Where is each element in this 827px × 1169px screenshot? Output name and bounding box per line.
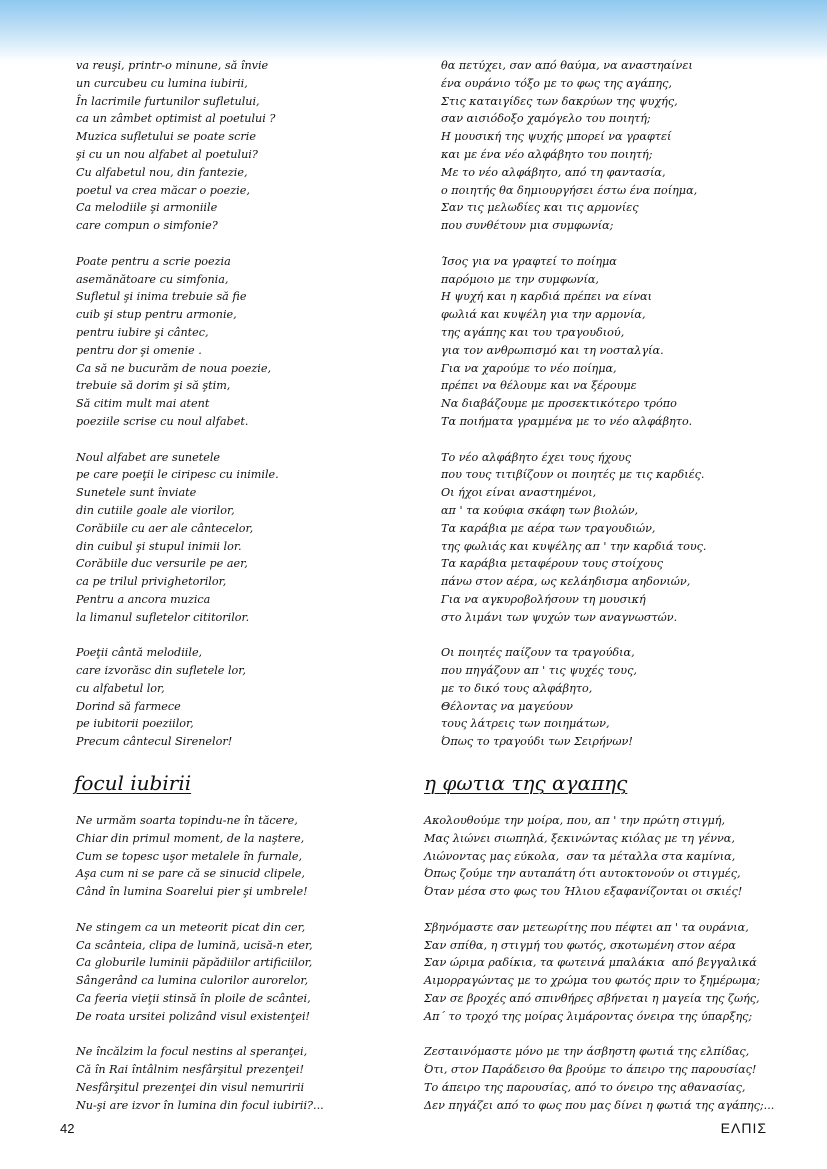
poem-line: Σαν τις μελωδίες και τις αρμονίες — [441, 201, 639, 215]
stanza — [76, 1043, 324, 1114]
poem-line: Ίσος για να γραφτεί το ποίημα — [441, 254, 617, 268]
poem-line: Nu-şi are izvor în lumina din focul iubirii?... — [76, 1098, 324, 1112]
poem-line: Ca să ne bucurăm de noua poezie, — [76, 361, 272, 375]
poem-line: τους λάτρεις των ποιημάτων, — [441, 717, 610, 731]
poem-line: Όπως το τραγούδι των Σειρήνων! — [441, 735, 633, 749]
poem1-greek-column — [441, 57, 706, 751]
poem-line: Δεν πηγάζει από το φως που μας δίνει η φωτιά της αγάπης;... — [424, 1098, 775, 1112]
poem-line: care compun o simfonie? — [76, 219, 218, 233]
poem-line: Ca feeria vieţii stinsă în ploile de scântei, — [76, 991, 311, 1005]
poem-line: παρόμοιο με την συμφωνία, — [441, 272, 599, 286]
poem-line: ca pe trilul privighetorilor, — [76, 575, 227, 589]
header-gradient-band — [0, 0, 827, 62]
poem-line: και με ένα νέο αλφάβητο του ποιητή; — [441, 147, 653, 161]
poem-line: Στις καταιγίδες των δακρύων της ψυχής, — [441, 94, 678, 108]
poem-line: Când în lumina Soarelui pier şi umbrele! — [76, 885, 308, 899]
poem-line: Ότι, στον Παράδεισο θα βρούμε το άπειρο της παρουσίας! — [424, 1063, 757, 1077]
poem-line: va reuşi, printr-o minune, să învie — [76, 59, 269, 72]
poem-line: Ζεσταινόμαστε μόνο με την άσβηστη φωτιά της ελπίδας, — [424, 1045, 750, 1059]
stanza — [441, 644, 706, 751]
poem-line: πρέπει να θέλουμε και να ξέρουμε — [441, 379, 637, 393]
poem-line: που συνθέτουν μια συμφωνία; — [441, 219, 614, 233]
stanza — [424, 919, 774, 1026]
poem-line: Cu alfabetul nou, din fantezie, — [76, 165, 248, 179]
poem-line: Για να αγκυροβολήσουν τη μουσική — [441, 592, 646, 606]
poem-line: φωλιά και κυψέλη για την αρμονία, — [441, 308, 646, 322]
poem-line: trebuie să dorim şi să ştim, — [76, 379, 231, 393]
poem-line: Όπως ζούμε την αυταπάτη ότι αυτοκτονούν οι στιγμές, — [424, 867, 741, 881]
magazine-name: ΕΛΠΙΣ — [720, 1120, 767, 1136]
stanza — [76, 253, 279, 431]
poem-line: με το δικό τους αλφάβητο, — [441, 681, 593, 695]
poem-line: şi cu un nou alfabet al poetului? — [76, 147, 258, 161]
poem-line: care izvorăsc din sufletele lor, — [76, 664, 246, 678]
poem2-greek-column — [424, 812, 774, 1115]
poem-line: ένα ουράνιο τόξο με το φως της αγάπης, — [441, 76, 672, 90]
poem-line: Τα ποιήματα γραμμένα με το νέο αλφάβητο. — [441, 414, 693, 428]
poem-line: της αγάπης και του τραγουδιού, — [441, 325, 625, 339]
poem-line: απ ' τα κούφια σκάφη των βιολών, — [441, 503, 639, 517]
poem-line: Sunetele sunt înviate — [76, 486, 197, 500]
stanza — [76, 812, 324, 901]
poem-line: πάνω στον αέρα, ως κελάηδισμα αηδονιών, — [441, 575, 691, 589]
poem-line: Λιώνοντας μας εύκολα, σαν τα μέταλλα στα καμίνια, — [424, 849, 736, 863]
stanza — [76, 449, 279, 627]
stanza — [76, 644, 279, 751]
poem-line: la limanul sufletelor cititorilor. — [76, 610, 250, 624]
stanza — [76, 919, 324, 1026]
poem-line: Ne încălzim la focul nestins al speranţei, — [76, 1045, 308, 1059]
poem-line: poetul va crea măcar o poezie, — [76, 183, 250, 197]
poem-line: Sângerând ca lumina culorilor aurorelor, — [76, 974, 308, 988]
poem-line: Η ψυχή και η καρδιά πρέπει να είναι — [441, 290, 652, 304]
stanza — [424, 812, 774, 901]
poem-line: Σβηνόμαστε σαν μετεωρίτης που πέφτει απ ' τα ουράνια, — [424, 920, 749, 934]
poem-line: Dorind să farmece — [76, 699, 181, 713]
stanza — [441, 449, 706, 627]
poem-line: Muzica sufletului se poate scrie — [76, 130, 256, 144]
poem-line: Ne urmăm soarta topindu-ne în tăcere, — [76, 814, 298, 827]
stanza — [424, 1043, 774, 1114]
poem-line: Ca scânteia, clipa de lumină, ucisă-n eter, — [76, 938, 313, 952]
poem-line: Ne stingem ca un meteorit picat din cer, — [76, 920, 306, 934]
poem-line: din cuibul şi stupul inimii lor. — [76, 539, 242, 553]
poem-line: De roata ursitei polizând visul existenţei! — [76, 1009, 311, 1023]
poem-line: Pentru a ancora muzica — [76, 592, 211, 606]
poem-line: Σαν σπίθα, η στιγμή του φωτός, σκοτωμένη στον αέρα — [424, 938, 736, 952]
poem-line: που τους τιτιβίζουν οι ποιητές με τις καρδιές. — [441, 468, 705, 482]
poem-line: poeziile scrise cu noul alfabet. — [76, 414, 249, 428]
poem-line: Απ΄ το τροχό της μοίρας λιμάροντας όνειρα της ύπαρξης; — [424, 1009, 753, 1023]
stanza — [76, 57, 279, 235]
poem-line: pe care poeţii le ciripesc cu inimile. — [76, 468, 279, 482]
poem-line: Όταν μέσα στο φως του Ήλιου εξαφανίζονται οι σκιές! — [424, 885, 743, 899]
poem-line: Να διαβάζουμε με προσεκτικότερο τρόπο — [441, 397, 677, 411]
poem-line: Τα καράβια με αέρα των τραγουδιών, — [441, 521, 656, 535]
poem-line: Για να χαρούμε το νέο ποίημα, — [441, 361, 617, 375]
poem1-romanian-column — [76, 57, 279, 751]
poem-line: Noul alfabet are sunetele — [76, 450, 221, 464]
poem-line: Σαν σε βροχές από σπινθήρες σβήνεται η μαγεία της ζωής, — [424, 991, 760, 1005]
poem-line: Το άπειρο της παρουσίας, από το όνειρο της αθανασίας, — [424, 1080, 746, 1094]
poem-line: Nesfârşitul prezenţei din visul nemuririi — [76, 1080, 305, 1094]
poem-line: Poate pentru a scrie poezia — [76, 254, 231, 268]
poem-line: cu alfabetul lor, — [76, 681, 165, 695]
poem-line: Că în Rai întâlnim nesfârşitul prezenţei! — [76, 1063, 305, 1077]
poem-line: Σαν ώριμα ραδίκια, τα φωτεινά μπαλάκια από βεγγαλικά — [424, 956, 757, 970]
poem-line: Η μουσική της ψυχής μπορεί να γραφτεί — [441, 130, 672, 144]
poem-line: Aşa cum ni se pare că se sinucid clipele, — [76, 867, 305, 881]
poem-line: Μας λιώνει σιωπηλά, ξεκινώντας κιόλας με τη γέννα, — [424, 831, 735, 845]
poem2-romanian-column — [76, 812, 324, 1115]
poem-line: Corăbiile cu aer ale cântecelor, — [76, 521, 254, 535]
poem-line: Θέλοντας να μαγεύουν — [441, 699, 573, 713]
poem-line: που πηγάζουν απ ' τις ψυχές τους, — [441, 664, 637, 678]
poem-line: Ca melodiile şi armoniile — [76, 201, 218, 215]
poem-line: ca un zâmbet optimist al poetului ? — [76, 112, 276, 126]
poem-line: un curcubeu cu lumina iubirii, — [76, 76, 248, 90]
poem-line: din cutiile goale ale viorilor, — [76, 503, 235, 517]
stanza — [441, 57, 706, 235]
poem-line: Chiar din primul moment, de la naştere, — [76, 831, 305, 845]
poem-line: cuib şi stup pentru armonie, — [76, 308, 237, 322]
poem-line: pentru iubire şi cântec, — [76, 325, 209, 339]
poem-line: Ακολουθούμε την μοίρα, που, απ ' την πρώτη στιγμή, — [424, 814, 726, 827]
poem2-title-romanian: focul iubirii — [74, 771, 192, 795]
poem-line: Τα καράβια μεταφέρουν τους στοίχους — [441, 557, 663, 571]
poem-line: pe iubitorii poeziilor, — [76, 717, 194, 731]
poem-line: Με το νέο αλφάβητο, από τη φαντασία, — [441, 165, 666, 179]
stanza — [441, 253, 706, 431]
poem-line: Să citim mult mai atent — [76, 397, 210, 411]
poem-line: În lacrimile furtunilor sufletului, — [76, 94, 260, 108]
poem-line: ο ποιητής θα δημιουργήσει έστω ένα ποίημα, — [441, 183, 698, 197]
poem-line: σαν αισιόδοξο χαμόγελο του ποιητή; — [441, 112, 651, 126]
poem-line: θα πετύχει, σαν από θαύμα, να αναστηαίνει — [441, 59, 693, 72]
poem-line: Οι ήχοι είναι αναστημένοι, — [441, 486, 597, 500]
poem-line: Poeţii cântă melodiile, — [76, 646, 203, 660]
poem-line: για τον ανθρωπισμό και τη νοσταλγία. — [441, 343, 664, 357]
poem-line: Οι ποιητές παίζουν τα τραγούδια, — [441, 646, 635, 660]
poem-line: asemănătoare cu simfonia, — [76, 272, 229, 286]
poem-line: pentru dor şi omenie . — [76, 343, 202, 357]
poem-line: Αιμορραγώντας με το χρώμα του φωτός πριν το ξημέρωμα; — [424, 974, 761, 988]
poem-line: Precum cântecul Sirenelor! — [76, 735, 233, 749]
poem-line: Το νέο αλφάβητο έχει τους ήχους — [441, 450, 632, 464]
page-number: 42 — [60, 1121, 75, 1136]
poem-line: Sufletul şi inima trebuie să fie — [76, 290, 247, 304]
poem-line: Cum se topesc uşor metalele în furnale, — [76, 849, 303, 863]
poem-line: στο λιμάνι των ψυχών των αναγνωστών. — [441, 610, 678, 624]
poem-line: Corăbiile duc versurile pe aer, — [76, 557, 248, 571]
poem-line: Ca globurile luminii păpădiilor artificiilor, — [76, 956, 313, 970]
poem2-title-greek: η φωτια της αγαπης — [424, 771, 628, 795]
poem-line: της φωλιάς και κυψέλης απ ' την καρδιά τους. — [441, 539, 707, 553]
